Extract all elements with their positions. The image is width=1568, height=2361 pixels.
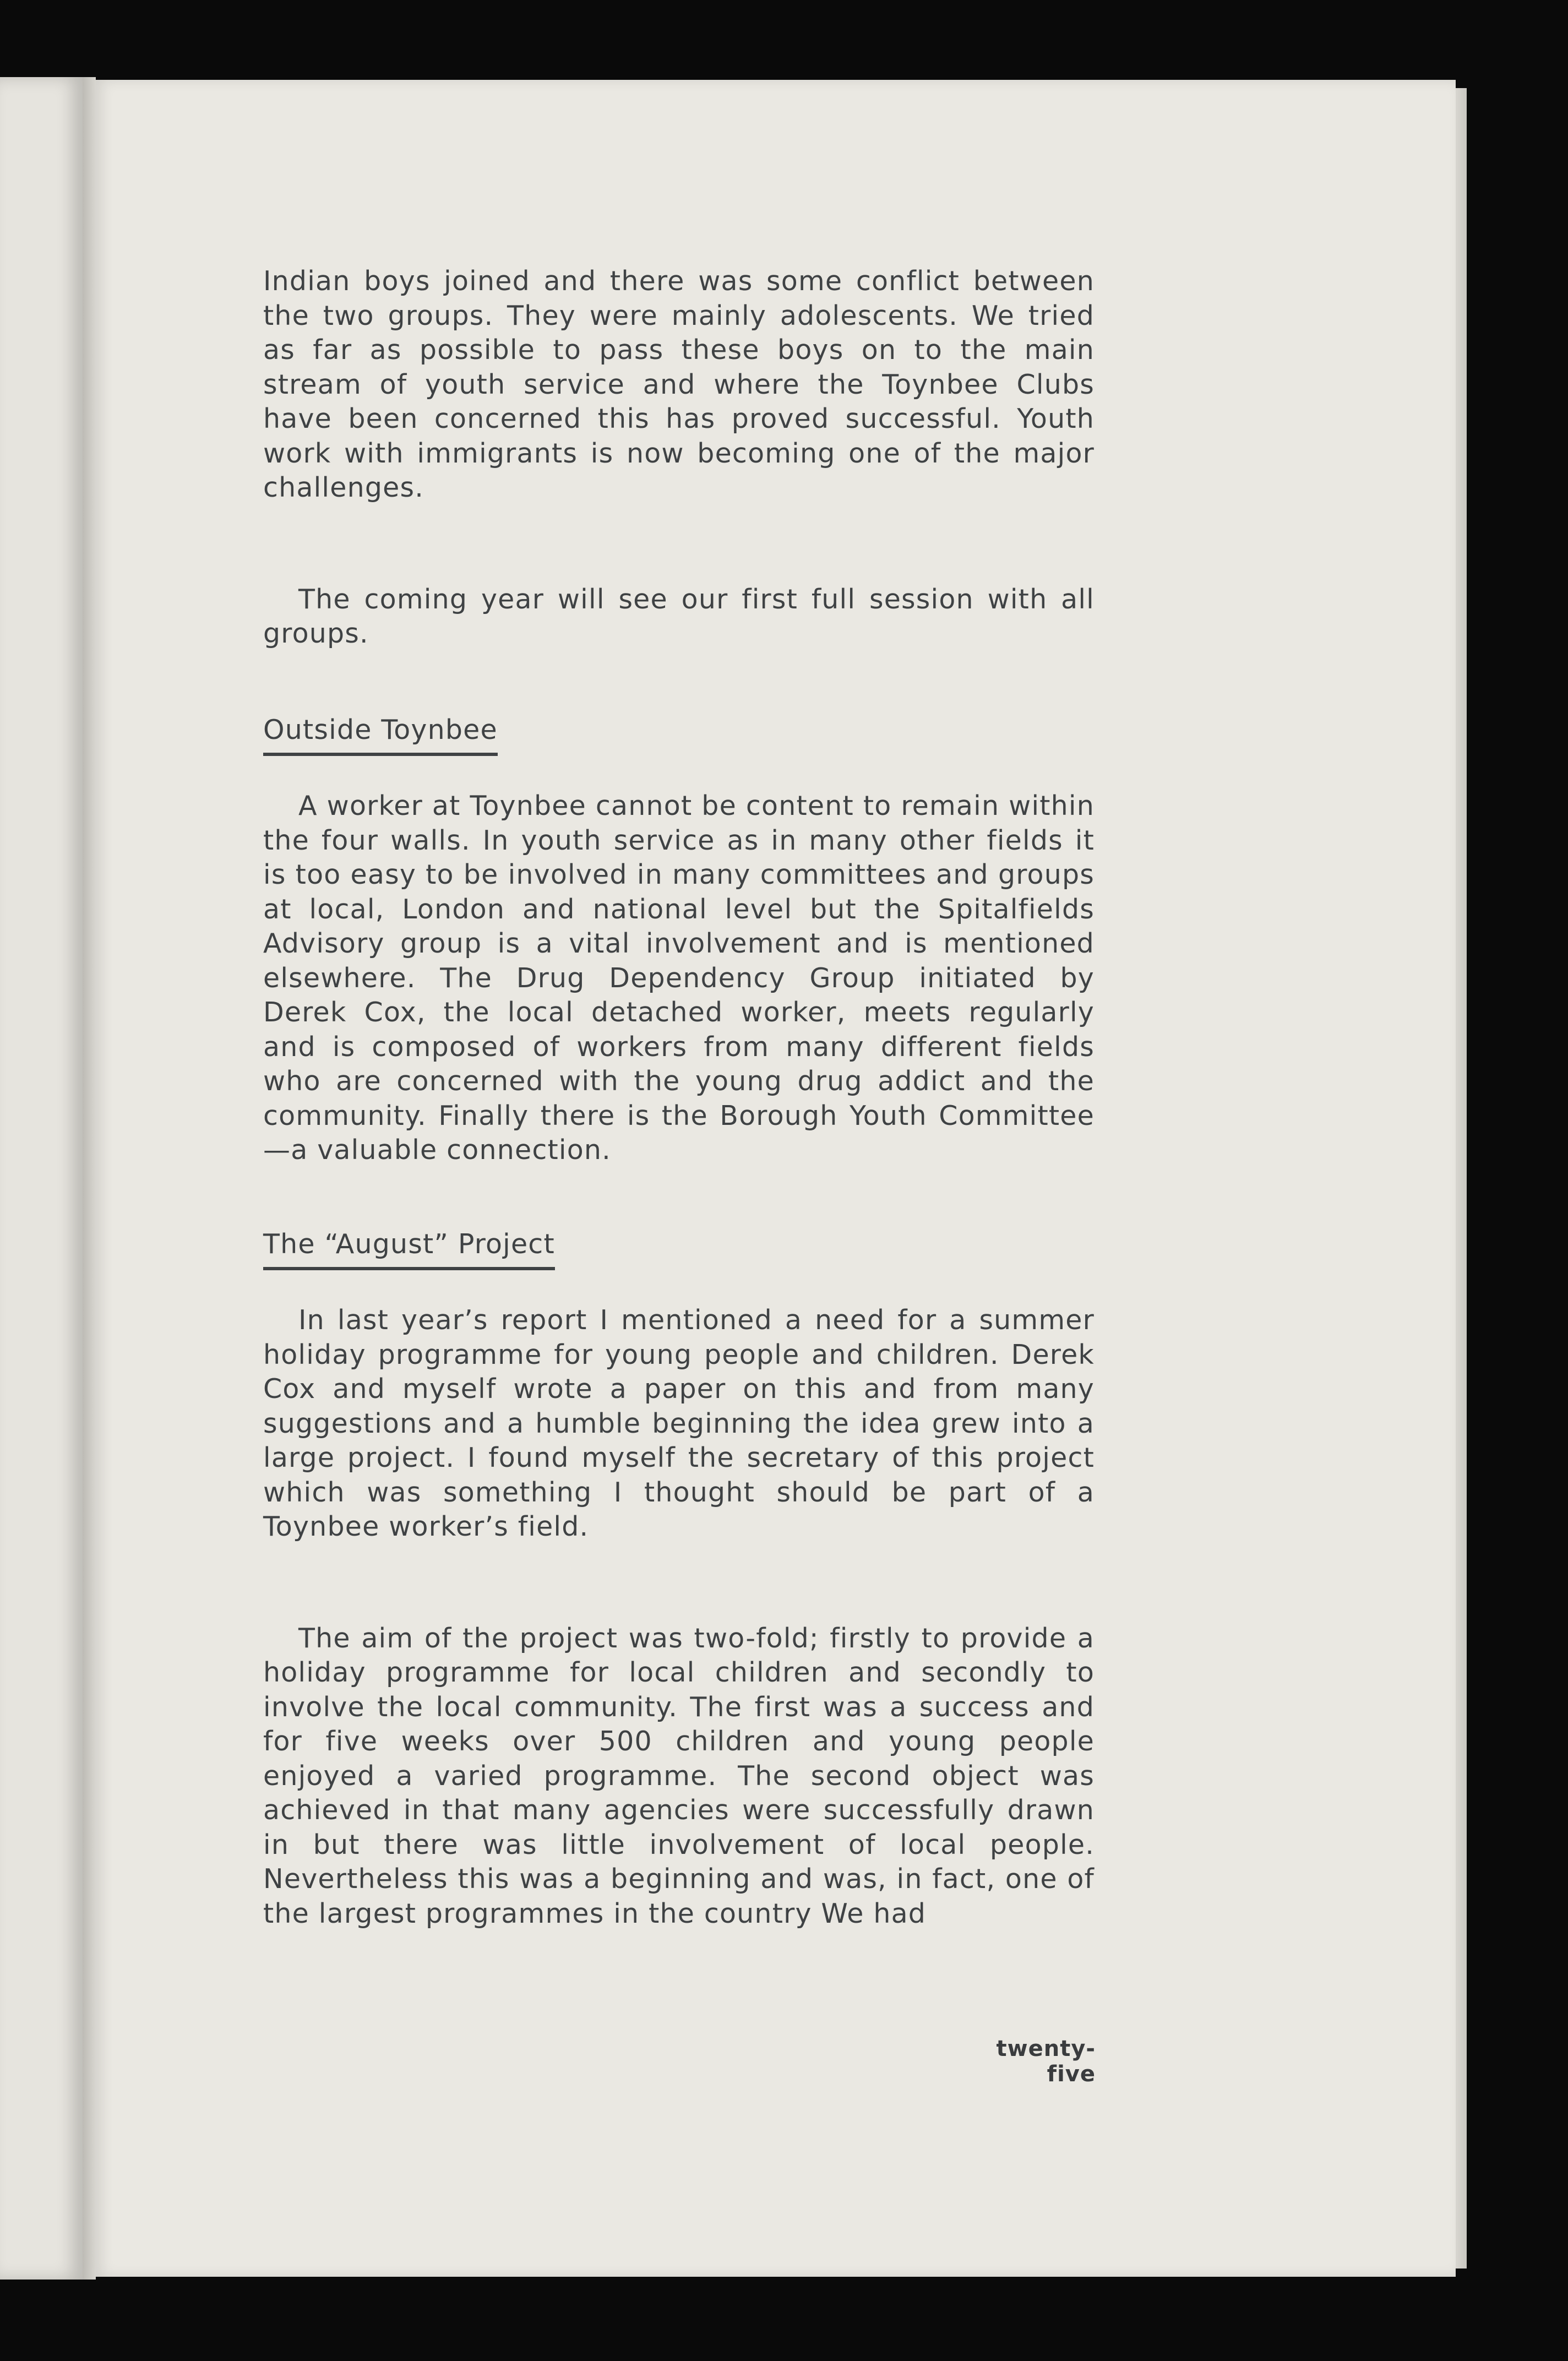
paragraph-august-intro: In last year’s report I mentioned a need for a summer holiday programme for young people and children. Derek Cox and myself wrote a paper on this and from many suggestions and a humble beginning the idea grew into a large project. I found myself the secretary of this project which was something I thought should be part of a Toynbee worker’s field. <box>263 1304 1095 1542</box>
book-gutter <box>83 77 96 2280</box>
heading-august-project: The “August” Project <box>263 1227 555 1271</box>
heading-august-project-wrap <box>263 1227 1095 1271</box>
heading-outside-toynbee: Outside Toynbee <box>263 713 498 757</box>
paragraph-immigrant-boys: Indian boys joined and there was some conflict between the two groups. They were mainly adolescents. We tried as far as possible to pass these boys on to the main stream of youth service and where the Toynbee Clubs have been concerned this has proved successful. Youth work with immigrants is now becoming one of the major challenges. <box>263 265 1095 503</box>
left-page-edge <box>0 77 83 2280</box>
paragraph-coming-year: The coming year will see our first full session with all groups. <box>263 583 1095 649</box>
page-stack-edge <box>1456 88 1467 2268</box>
heading-outside-toynbee-wrap <box>263 713 1095 757</box>
page-number: twenty-five <box>996 2036 1096 2087</box>
paragraph-august-aim: The aim of the project was two-fold; firstly to provide a holiday programme for local children and secondly to involve the local community. The first was a success and for five weeks over 500 children and young people enjoyed a varied programme. The second object was achieved in that many agencies were successfully drawn in but there was little involvement of local people. Nevertheless this was a beginning and was, in fact, one of the largest programmes in the country We had <box>263 1622 1095 1929</box>
paragraph-outside-toynbee: A worker at Toynbee cannot be content to remain within the four walls. In youth service as in many other fields it is too easy to be involved in many committees and groups at local, London and national level but the Spitalfields Advisory group is a vital involvement and is mentioned elsewhere. The Drug Dependency Group initiated by Derek Cox, the local detached worker, meets regularly and is composed of workers from many different fields who are concerned with the young drug addict and the community. Finally there is the Borough Youth Committee—a valuable connection. <box>263 790 1095 1166</box>
page-body <box>263 264 1095 1931</box>
